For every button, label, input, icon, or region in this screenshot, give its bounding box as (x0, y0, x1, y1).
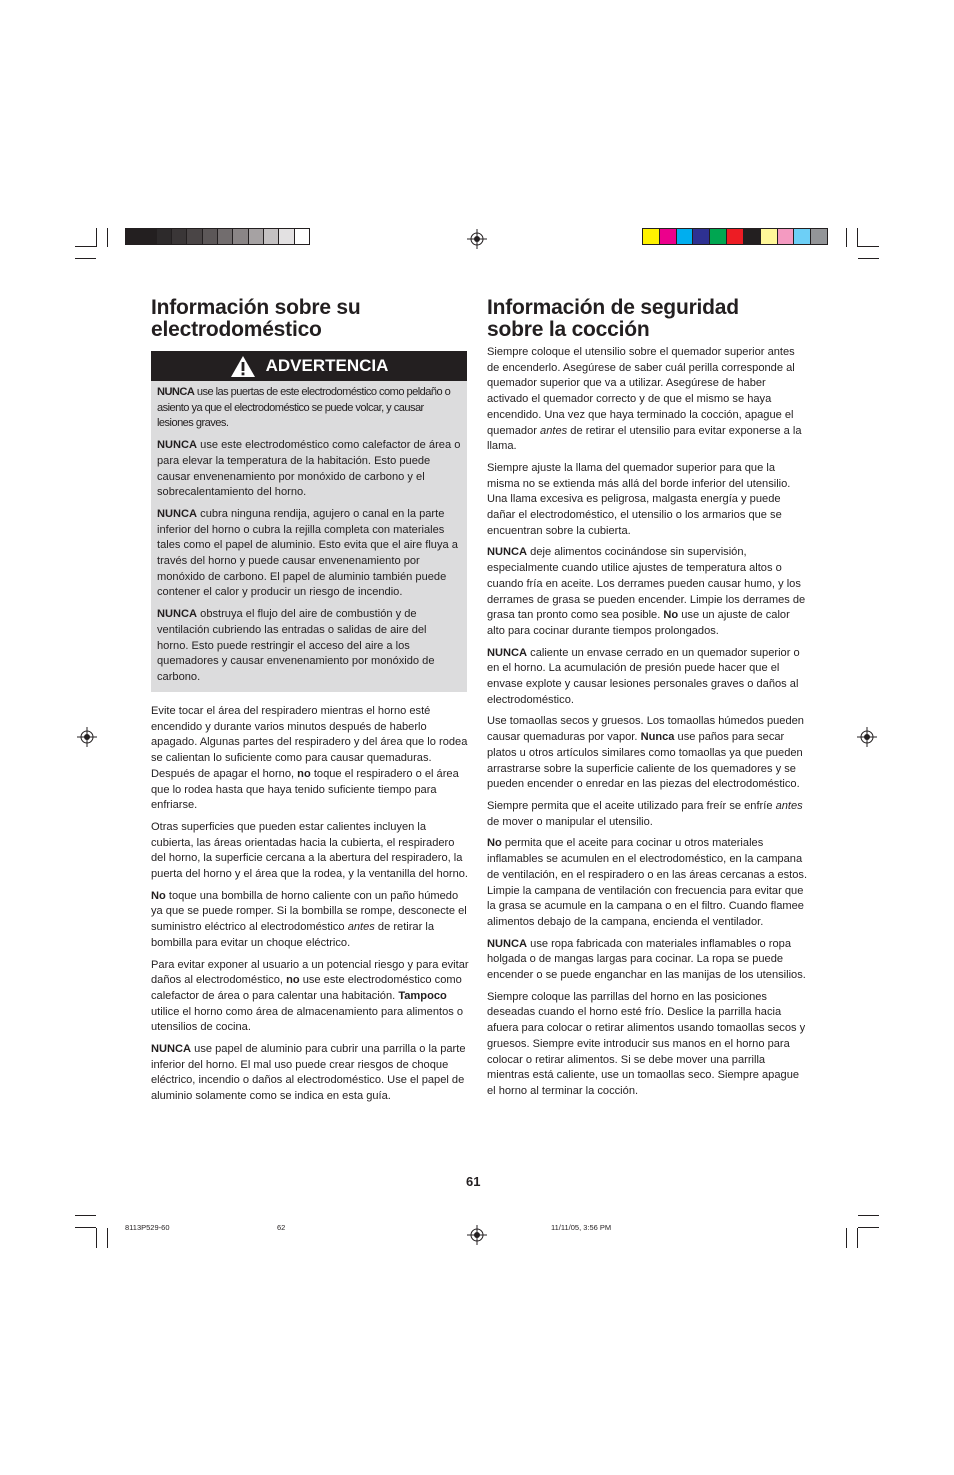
warning-header (151, 351, 467, 381)
slug-date: 11/11/05, 3:56 PM (551, 1223, 612, 1232)
paragraph: NUNCA use papel de aluminio para cubrir una parrilla o la parte inferior del horno. El mal uso puede crear riesgos de choque eléctrico, incendio o daños al electrodoméstico. Use el papel de aluminio solamente como se indica en esta guía. (151, 1043, 466, 1103)
left-column (151, 297, 469, 341)
crop-mark (858, 258, 879, 259)
registration-target-icon (857, 727, 877, 747)
color-swatch (659, 229, 676, 244)
crop-mark (75, 1227, 96, 1228)
warning-triangle-icon (230, 355, 256, 378)
crop-mark (75, 1215, 96, 1216)
crop-mark (857, 1228, 858, 1248)
warning-box (151, 351, 467, 692)
color-swatch (248, 229, 263, 244)
color-swatch (232, 229, 247, 244)
color-swatch (726, 229, 743, 244)
color-swatch (217, 229, 232, 244)
slug-page: 62 (277, 1223, 286, 1232)
crop-mark (846, 1228, 847, 1248)
registration-target-icon (467, 1225, 487, 1245)
warning-label: ADVERTENCIA (265, 356, 389, 375)
page-number: 61 (466, 1174, 481, 1189)
slug-file: 8113P529-60 (125, 1223, 170, 1232)
grayscale-bar (125, 228, 310, 245)
crop-mark (107, 1228, 108, 1248)
color-swatch (202, 229, 217, 244)
registration-target-icon (467, 229, 487, 249)
color-swatch (793, 229, 810, 244)
color-swatch (156, 229, 171, 244)
warning-item: NUNCA use las puertas de este electrodoméstico como peldaño o asiento ya que el electrodoméstico se puede volcar, y causar lesiones graves. (157, 386, 451, 430)
crop-mark (858, 1227, 879, 1228)
color-swatch (294, 229, 309, 244)
color-swatch (810, 229, 827, 244)
crop-mark (96, 228, 97, 247)
paragraph: No permita que el aceite para cocinar u otros materiales inflamables se acumulen en el electrodoméstico, en la campana de ventilación, en el respiradero o en las áreas cercanas a estos. Limpie la campana de ventilación con frecuencia para evitar que la grasa se acumule en la campana o en el filtro. Cuando flamee alimentos debajo de la campana, encienda el ventilador. (487, 837, 808, 928)
color-bar (642, 228, 828, 245)
left-title: Información sobre su electrodoméstico (151, 296, 361, 341)
right-title: Información de seguridad sobre la cocción (487, 296, 739, 341)
warning-item: NUNCA use este electrodoméstico como calefactor de área o para elevar la temperatura de la habitación. Esto puede causar envenenamiento por monóxido de carbono y el sobrecalentamiento del horno. (157, 439, 461, 499)
color-swatch (643, 229, 659, 244)
crop-mark (75, 258, 96, 259)
crop-mark (107, 228, 108, 247)
color-swatch (126, 229, 140, 244)
warning-item: NUNCA obstruya el flujo del aire de combustión y de ventilación cubriendo las entradas o salidas de aire del horno. Esto puede restringir el acceso del aire a los quemadores y causar envenenamiento por monóxido de carbono. (157, 608, 435, 683)
paragraph: NUNCA caliente un envase cerrado en un quemador superior o en el horno. La acumulación de presión puede hacer que el envase explote y causar lesiones personales graves o daños al electrodoméstico. (487, 646, 800, 706)
paragraph: Use tomaollas secos y gruesos. Los tomaollas húmedos pueden causar quemaduras por vapor. Nunca use paños para secar platos u otros artículos similares como tomaollas ya que pueden arrastrarse sobre la superficie caliente de los quemadores y se pueden encender o enredar en las piezas del electrodoméstico. (487, 715, 804, 791)
color-swatch (171, 229, 186, 244)
registration-target-icon (77, 727, 97, 747)
warning-item: NUNCA cubra ninguna rendija, agujero o canal en la parte inferior del horno o cubra la rejilla completa con materiales tales como el papel de aluminio. Esto evita que el aire fluya a través del horno y puede causar envenenamiento por monóxido de carbono. El papel de aluminio también puede contener el calor y producir un riesgo de incendio. (157, 507, 458, 599)
crop-mark (846, 228, 847, 247)
crop-mark (75, 246, 96, 247)
paragraph: Otras superficies que pueden estar calientes incluyen la cubierta, las áreas orientadas hacia la cubierta, el respiradero del horno, la superficie cercana a la abertura del respiradero, la puerta del horno y el área que la rodea, y la ventanilla del horno. (151, 820, 469, 881)
color-swatch (186, 229, 201, 244)
color-swatch (760, 229, 777, 244)
color-swatch (278, 229, 293, 244)
right-column (487, 297, 809, 1106)
paragraph: No toque una bombilla de horno caliente con un paño húmedo ya que se puede romper. Si la bombilla se rompe, desconecte el suministro eléctrico al electrodoméstico antes de retirar la bombilla para evitar un choque eléctrico. (151, 889, 467, 949)
color-swatch (263, 229, 278, 244)
paragraph: NUNCA deje alimentos cocinándose sin supervisión, especialmente cuando utilice ajustes de temperatura altos o cuando fría en aceite. Los derrames pueden causar humo, y los derrames de grasa se pueden encender. Limpie los derrames de grasa tan pronto como sea posible. No use un ajuste de calor alto para cocinar durante tiempos prolongados. (487, 546, 806, 637)
paragraph: Siempre coloque el utensilio sobre el quemador superior antes de encenderlo. Asegúrese de saber cuál perilla corresponde al quemador superior que va a utilizar. Asegúrese de haber activado el quemador correcto y de que el mismo se haya encendido. Una vez que haya terminado la cocción, apague el quemador antes de retirar el utensilio para evitar exponerse a la llama. (487, 346, 802, 453)
right-body (487, 345, 809, 1100)
paragraph: NUNCA use ropa fabricada con materiales inflamables o ropa holgada o de mangas largas para cocinar. La ropa se puede encender o se puede enganchar en las manijas de los utensilios. (487, 937, 806, 982)
crop-mark (857, 228, 858, 247)
left-body (151, 704, 471, 1111)
color-swatch (709, 229, 726, 244)
color-swatch (692, 229, 709, 244)
crop-mark (96, 1228, 97, 1248)
color-swatch (777, 229, 794, 244)
paragraph: Siempre ajuste la llama del quemador superior para que la misma no se extienda más allá del borde inferior del utensilio. Una llama excesiva es peligrosa, malgasta energía y puede dañar el electrodoméstico, el utensilio o los armarios que se encuentran sobre la cubierta. (487, 461, 791, 537)
crop-mark (858, 246, 879, 247)
paragraph: Para evitar exponer al usuario a un potencial riesgo y para evitar daños al electrodoméstico, no use este electrodoméstico como calefactor de área o para calentar una habitación. Tampoco utilice el horno como área de almacenamiento para alimentos o utensilios de cocina. (151, 958, 469, 1034)
crop-mark (858, 1215, 879, 1216)
color-swatch (140, 229, 155, 244)
paragraph: Siempre permita que el aceite utilizado para freír se enfríe antes de mover o manipular el utensilio. (487, 799, 803, 828)
warning-body (157, 385, 461, 692)
color-swatch (743, 229, 760, 244)
paragraph: Evite tocar el área del respiradero mientras el horno esté encendido y durante varios minutos después de haberlo apagado. Algunas partes del respiradero y del área que lo rodea se calientan lo suficiente como para causar quemaduras. Después de apagar el horno, no toque el respiradero o el área que lo rodea hasta que haya tenido suficiente tiempo para enfriarse. (151, 705, 468, 812)
paragraph: Siempre coloque las parrillas del horno en las posiciones deseadas cuando el horno esté frío. Deslice la parrilla hacia afuera para colocar o retirar alimentos usando tomaollas secos y gruesos. Siempre evite introducir sus manos en el horno para colocar o retirar alimentos. Si se debe mover una parrilla mientras está caliente, use un tomaollas seco. Siempre apague el horno al terminar la cocción. (487, 990, 806, 1097)
color-swatch (676, 229, 693, 244)
